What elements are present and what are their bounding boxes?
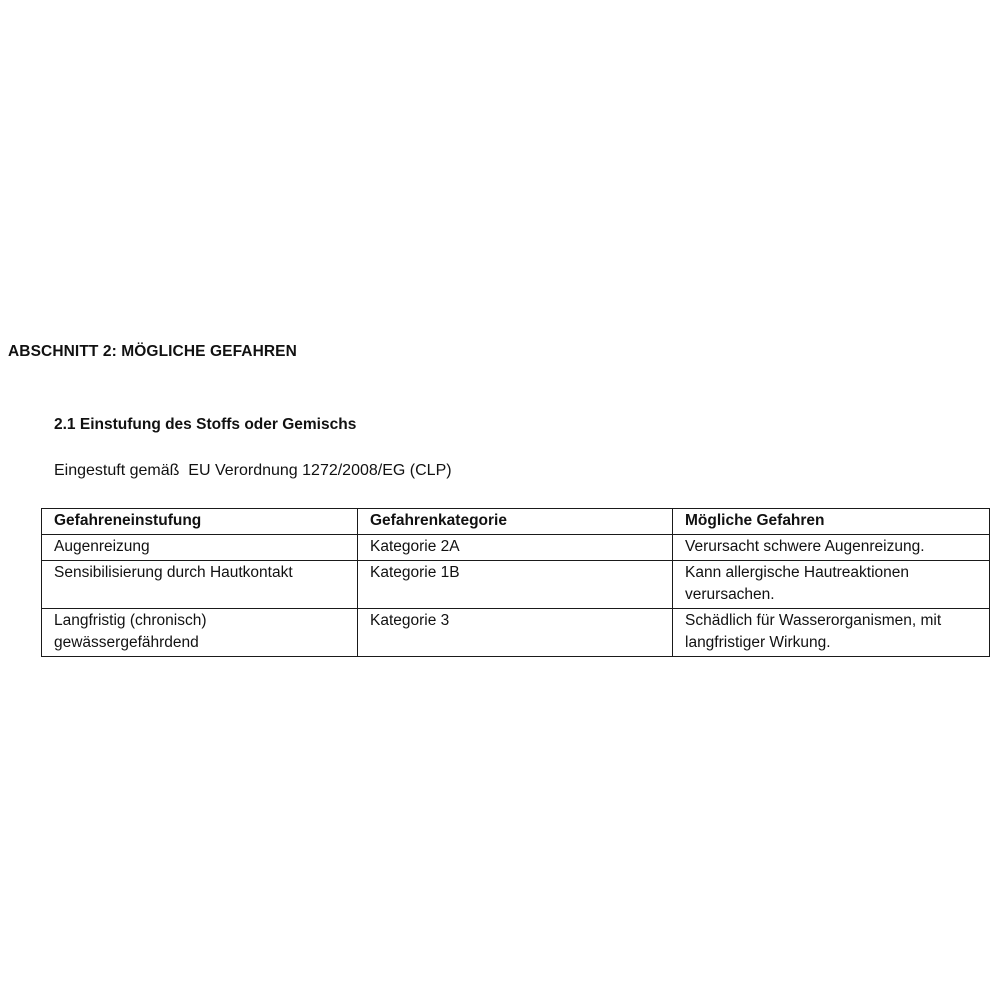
section-title: ABSCHNITT 2: MÖGLICHE GEFAHREN [8,343,297,360]
table-cell-hazard: Verursacht schwere Augenreizung. [673,535,990,561]
table-cell-classification: Augenreizung [42,535,358,561]
table-cell-category: Kategorie 3 [358,609,673,657]
classification-regulation-text: Eingestuft gemäß EU Verordnung 1272/2008/EG (CLP) [54,462,452,479]
table-cell-classification: Langfristig (chronisch) gewässergefährdend [42,609,358,657]
table-row [42,535,990,561]
table-row [42,609,990,657]
table-header-row [42,509,990,535]
table-cell-category: Kategorie 1B [358,561,673,609]
table-row [42,561,990,609]
table-cell-classification: Sensibilisierung durch Hautkontakt [42,561,358,609]
table-cell-hazard: Kann allergische Hautreaktionen verursachen. [673,561,990,609]
subsection-title: 2.1 Einstufung des Stoffs oder Gemischs [54,416,357,433]
column-header-category: Gefahrenkategorie [358,509,673,535]
column-header-classification: Gefahreneinstufung [42,509,358,535]
table-cell-category: Kategorie 2A [358,535,673,561]
column-header-hazards: Mögliche Gefahren [673,509,990,535]
table-cell-hazard: Schädlich für Wasserorganismen, mit langfristiger Wirkung. [673,609,990,657]
hazard-classification-table [41,508,990,657]
